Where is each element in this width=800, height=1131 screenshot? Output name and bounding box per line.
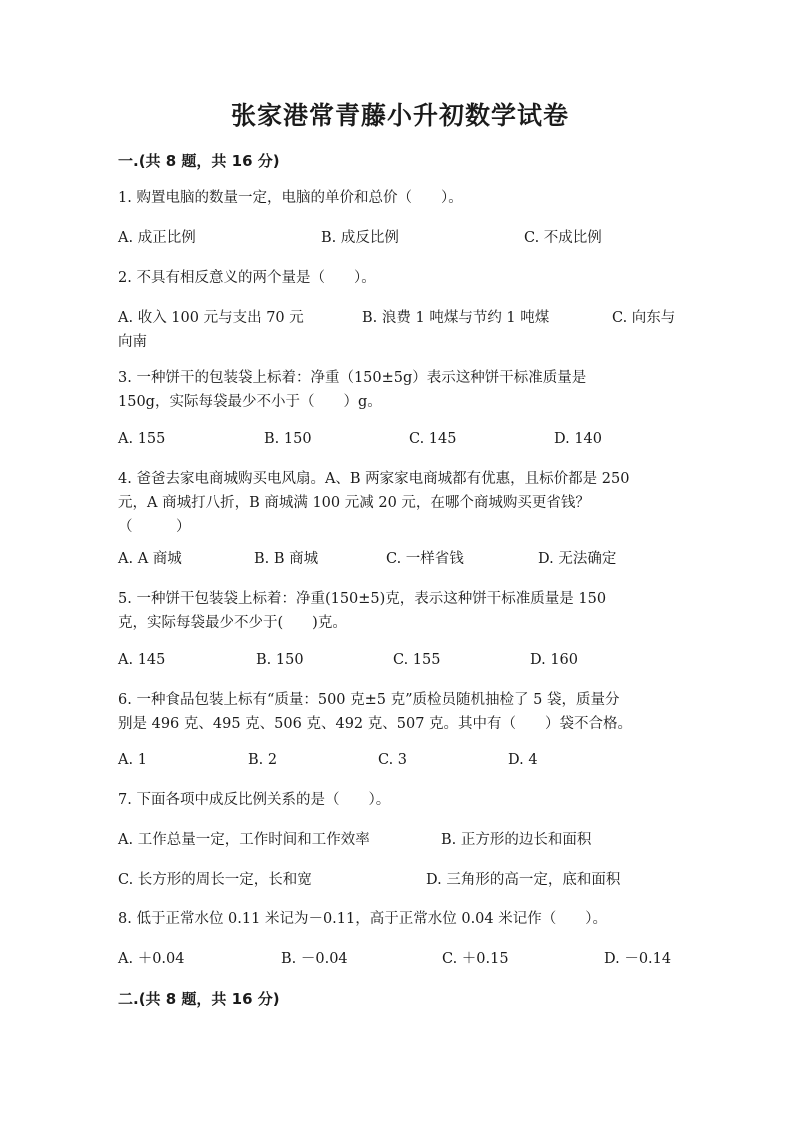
question-stem-line: 7. 下面各项中成反比例关系的是（ ）。 <box>118 792 391 808</box>
question-3-options <box>118 427 684 451</box>
question-stem-line: 150g，实际每袋最少不小于（ ）g。 <box>118 394 382 410</box>
question-4-options <box>118 547 684 571</box>
option-b: B. －0.04 <box>281 951 348 967</box>
question-5 <box>118 587 684 635</box>
option-a: A. 155 <box>118 431 166 447</box>
option-c: C. 145 <box>409 431 457 447</box>
option-b: B. 正方形的边长和面积 <box>441 832 592 848</box>
option-b: B. 150 <box>256 652 304 668</box>
option-d: D. 4 <box>508 752 538 768</box>
question-2-options <box>118 306 684 354</box>
question-stem-line: 8. 低于正常水位 0.11 米记为－0.11，高于正常水位 0.04 米记作（ ）。 <box>118 911 607 927</box>
option-b: B. 150 <box>264 431 312 447</box>
question-4 <box>118 467 684 539</box>
question-stem-line: 1. 购置电脑的数量一定，电脑的单价和总价（ ）。 <box>118 190 463 206</box>
question-stem-line: 克，实际每袋最少不少于( )克。 <box>118 615 347 631</box>
option-a: A. 成正比例 <box>118 230 196 246</box>
question-8-options <box>118 947 684 971</box>
option-c: C. 3 <box>378 752 408 768</box>
question-8 <box>118 907 684 931</box>
option-a: A. 145 <box>118 652 166 668</box>
option-c-continuation: 向南 <box>118 334 147 350</box>
question-stem-line: 2. 不具有相反意义的两个量是（ ）。 <box>118 270 376 286</box>
option-b: B. 成反比例 <box>321 230 399 246</box>
question-stem-line: 5. 一种饼干包装袋上标着：净重(150±5)克，表示这种饼干标准质量是 150 <box>118 591 607 607</box>
question-6-options <box>118 748 684 772</box>
question-1-options <box>118 226 684 250</box>
option-c: C. 长方形的周长一定，长和宽 <box>118 872 312 888</box>
question-6 <box>118 688 684 736</box>
question-stem-line: 3. 一种饼干的包装袋上标着：净重（150±5g）表示这种饼干标准质量是 <box>118 370 587 386</box>
option-c: C. ＋0.15 <box>442 951 509 967</box>
question-7-options-row-2 <box>118 868 684 892</box>
option-d: D. －0.14 <box>604 951 672 967</box>
option-a: A. A 商城 <box>118 551 182 567</box>
option-d: D. 140 <box>554 431 603 447</box>
question-5-options <box>118 648 684 672</box>
question-2 <box>118 266 684 290</box>
question-stem-line: 元，A 商城打八折，B 商城满 100 元减 20 元，在哪个商城购买更省钱？ <box>118 495 590 511</box>
option-d: D. 无法确定 <box>538 551 617 567</box>
question-stem-line: （ ） <box>118 519 191 535</box>
section-heading-2: 二.(共 8 题，共 16 分) <box>118 990 280 1008</box>
question-3 <box>118 366 684 414</box>
option-b: B. B 商城 <box>254 551 319 567</box>
option-b: B. 2 <box>248 752 278 768</box>
question-7 <box>118 788 684 812</box>
option-a: A. 1 <box>118 752 147 768</box>
question-stem-line: 6. 一种食品包装上标有“质量：500 克±5 克”质检员随机抽检了 5 袋，质量分 <box>118 692 620 708</box>
option-c: C. 不成比例 <box>524 230 602 246</box>
option-d: D. 160 <box>530 652 579 668</box>
option-a: A. ＋0.04 <box>118 951 185 967</box>
option-a: A. 收入 100 元与支出 70 元 <box>118 310 304 326</box>
question-stem-line: 别是 496 克、495 克、506 克、492 克、507 克。其中有（ ）袋不合格。 <box>118 716 633 732</box>
option-d: D. 三角形的高一定，底和面积 <box>426 872 621 888</box>
option-a: A. 工作总量一定，工作时间和工作效率 <box>118 832 370 848</box>
option-c: C. 155 <box>393 652 441 668</box>
question-stem-line: 4. 爸爸去家电商城购买电风扇。A、B 两家家电商城都有优惠，且标价都是 250 <box>118 471 630 487</box>
option-c: C. 向东与 <box>612 310 676 326</box>
option-c: C. 一样省钱 <box>386 551 464 567</box>
section-heading-1: 一.(共 8 题，共 16 分) <box>118 152 280 170</box>
page-title: 张家港常青藤小升初数学试卷 <box>230 101 569 130</box>
question-1 <box>118 186 684 210</box>
question-7-options-row-1 <box>118 828 684 852</box>
option-b: B. 浪费 1 吨煤与节约 1 吨煤 <box>362 310 550 326</box>
